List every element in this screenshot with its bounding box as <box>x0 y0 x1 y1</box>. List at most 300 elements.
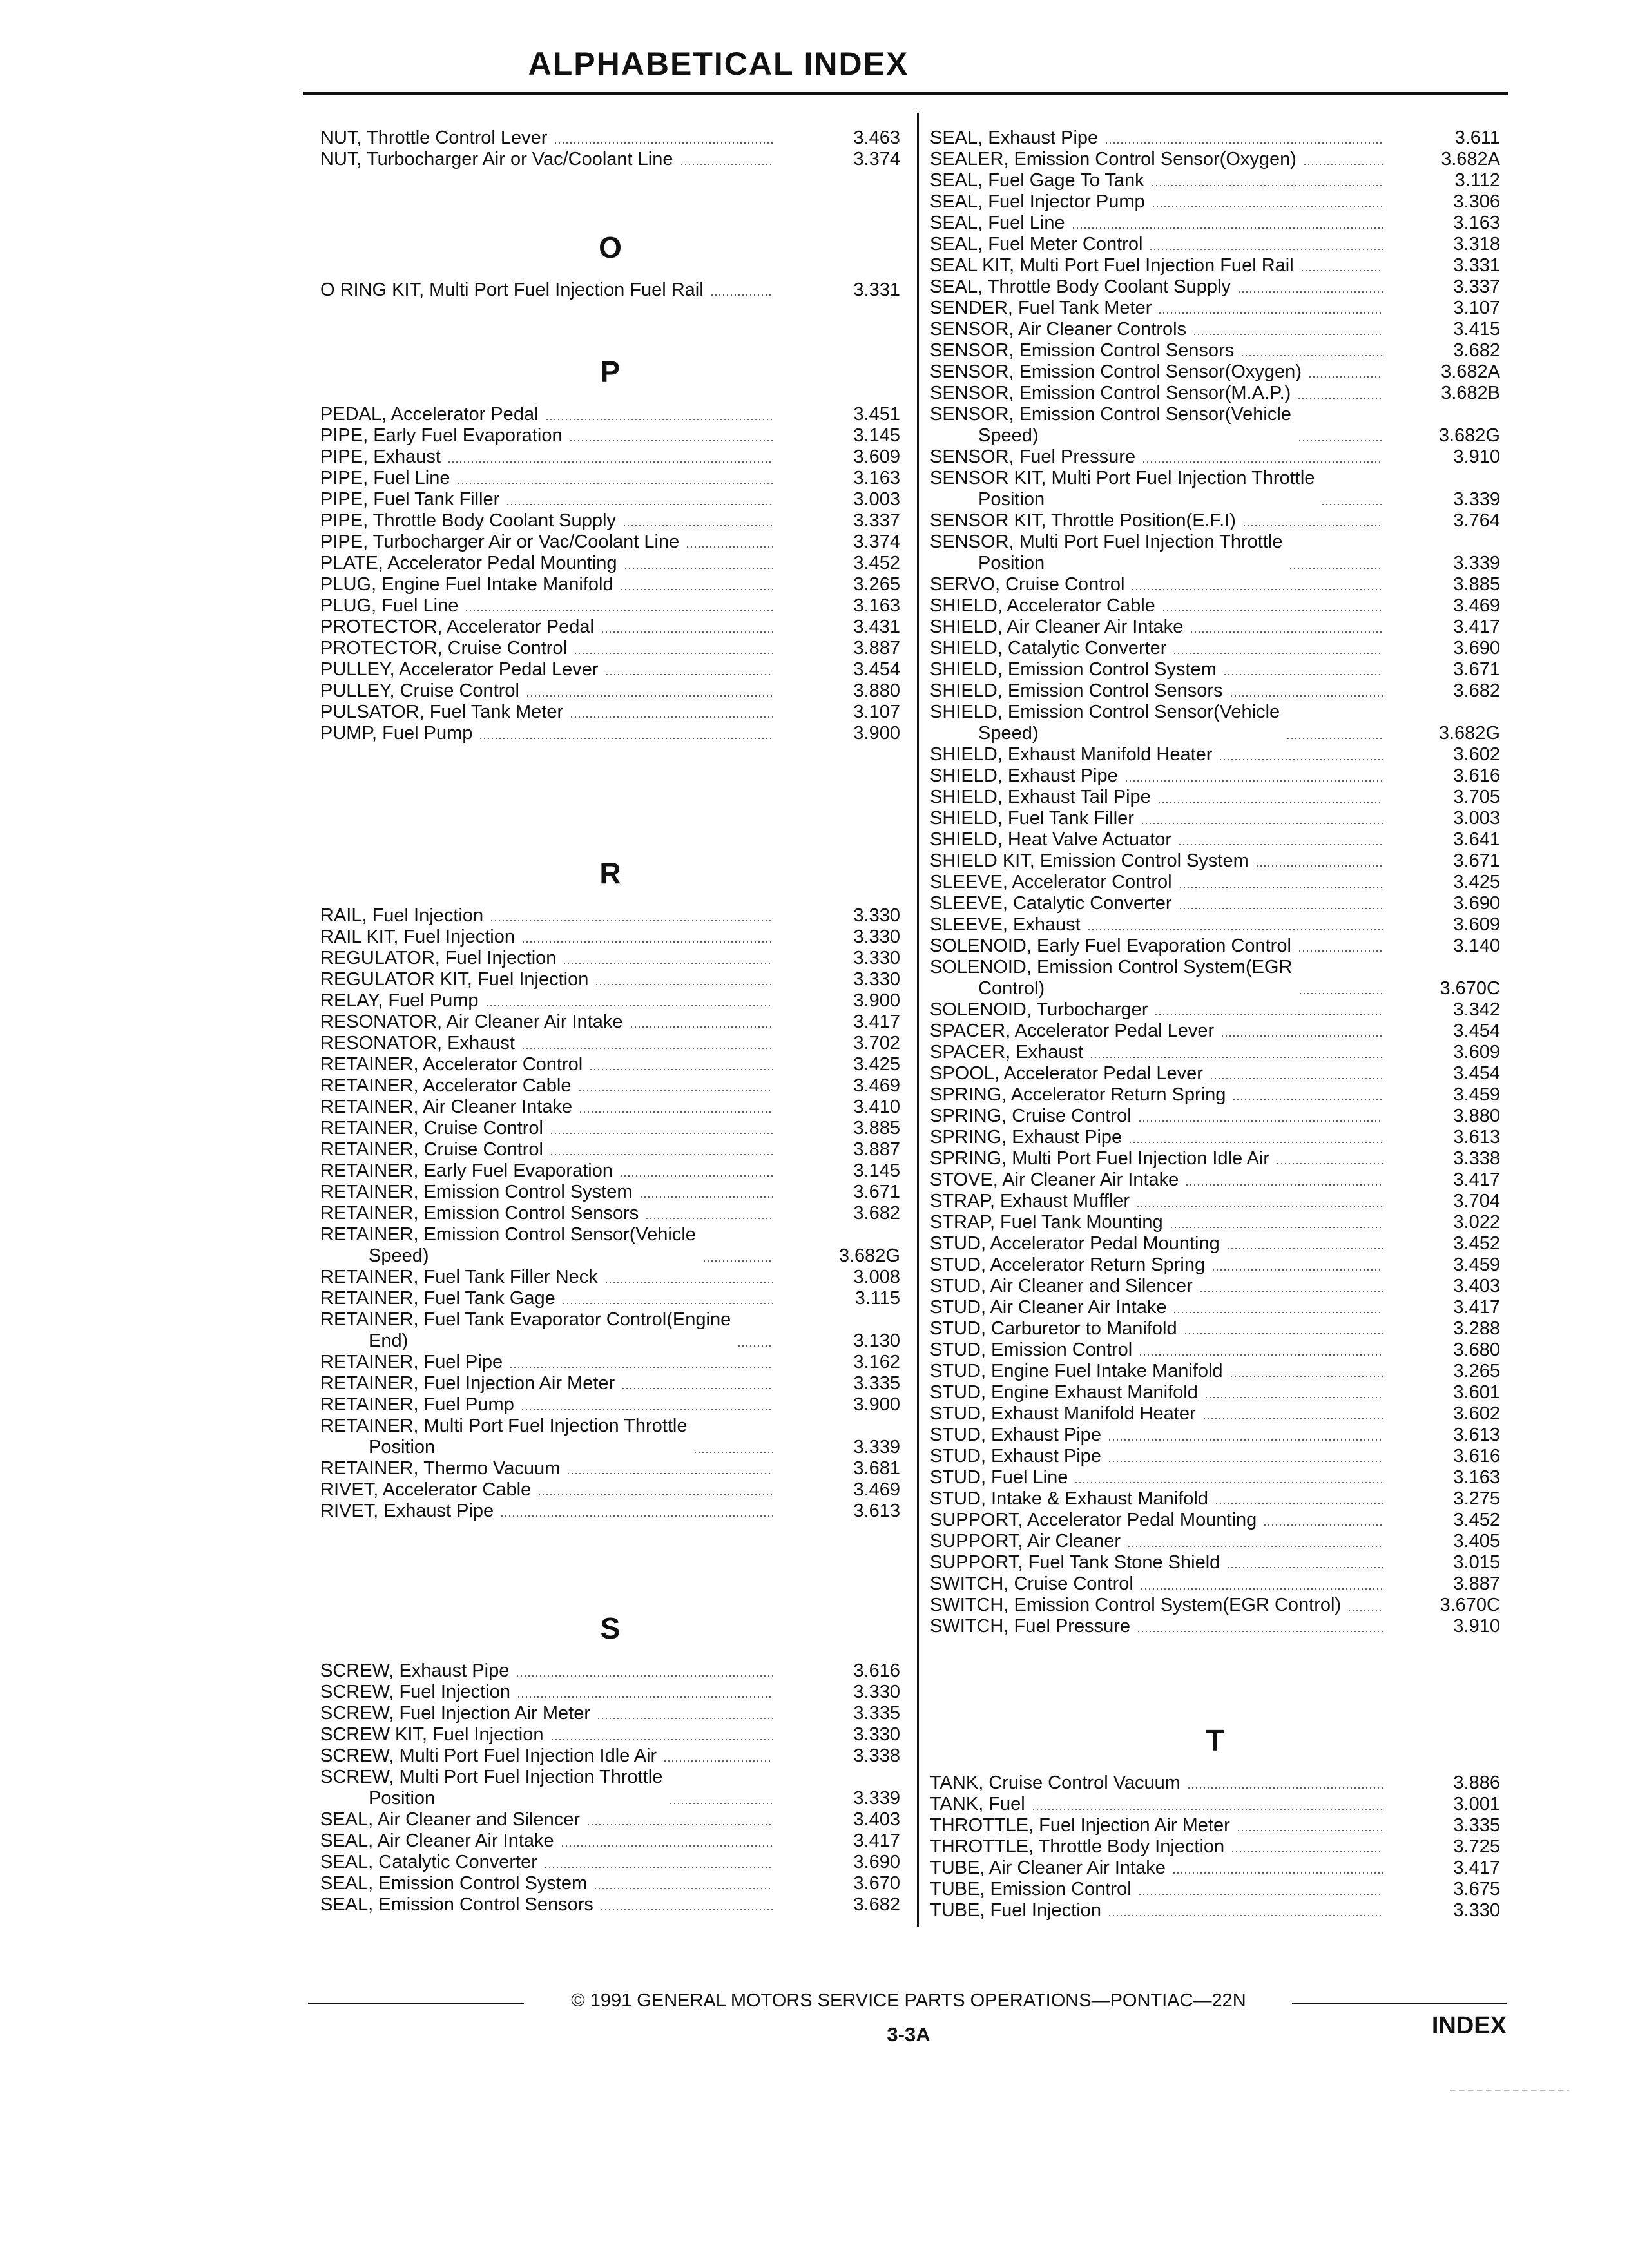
dot-leader <box>1138 1894 1383 1895</box>
index-entry <box>320 1394 900 1416</box>
index-entry <box>320 1745 900 1767</box>
dot-leader <box>544 1867 773 1868</box>
entry-text <box>930 1794 1025 1815</box>
entry-page-number: 3.288 <box>1453 1318 1500 1339</box>
dot-leader <box>1173 1312 1383 1313</box>
entry-text-line: SEAL, Emission Control System <box>320 1873 588 1894</box>
index-section <box>320 1522 900 1916</box>
index-entry <box>320 1139 900 1160</box>
entry-text-line: SWITCH, Emission Control System(EGR Control) <box>930 1595 1342 1615</box>
dot-leader <box>1242 525 1383 526</box>
index-column-left <box>320 128 900 1916</box>
entry-page-number: 3.601 <box>1453 1382 1500 1403</box>
index-entry <box>930 1212 1500 1233</box>
entry-text-line: SHIELD, Air Cleaner Air Intake <box>930 617 1184 637</box>
index-entry <box>930 510 1500 532</box>
entry-page-number: 3.330 <box>853 927 900 947</box>
entry-text <box>320 1724 544 1745</box>
dot-leader <box>509 1367 773 1368</box>
dot-leader <box>1347 1610 1383 1611</box>
dot-leader <box>1237 1830 1383 1831</box>
dot-leader <box>693 1452 773 1453</box>
dot-leader <box>1255 865 1383 867</box>
entry-text <box>930 1021 1214 1042</box>
dot-leader <box>645 1218 773 1219</box>
section-letter: R <box>599 856 621 890</box>
index-entry <box>930 1233 1500 1254</box>
index-entry <box>320 1267 900 1288</box>
dot-leader <box>561 1845 773 1847</box>
dot-leader <box>537 1494 773 1495</box>
entry-page-number: 3.681 <box>853 1458 900 1479</box>
entry-text <box>930 808 1134 829</box>
entry-text <box>320 128 547 149</box>
index-entry <box>930 1297 1500 1318</box>
entry-page-number: 3.331 <box>853 280 900 300</box>
entry-text-line: TANK, Fuel <box>930 1794 1025 1814</box>
entry-text-line: SCREW KIT, Fuel Injection <box>320 1724 544 1745</box>
entry-text-line: SHIELD, Emission Control Sensors <box>930 680 1223 701</box>
entry-text-line: SLEEVE, Exhaust <box>930 914 1081 935</box>
dot-leader <box>517 1696 773 1698</box>
dot-leader <box>521 1048 773 1049</box>
entry-page-number: 3.690 <box>853 1852 900 1872</box>
entry-text-line: SUPPORT, Accelerator Pedal Mounting <box>930 1510 1257 1530</box>
dot-leader <box>601 631 773 633</box>
entry-text <box>930 1773 1181 1794</box>
index-entry <box>320 1724 900 1745</box>
dot-leader <box>1321 504 1383 505</box>
entry-page-number: 3.338 <box>853 1745 900 1766</box>
entry-text-line: PLUG, Fuel Line <box>320 595 459 616</box>
entry-page-number: 3.003 <box>853 489 900 510</box>
entry-page-number: 3.130 <box>853 1331 900 1351</box>
dot-leader <box>1172 1872 1383 1874</box>
dot-leader <box>1138 1120 1383 1122</box>
entry-text <box>320 1703 590 1724</box>
entry-text-continuation: Position <box>369 1788 436 1809</box>
entry-text-line: PULSATOR, Fuel Tank Meter <box>320 702 564 722</box>
entry-page-number: 3.417 <box>853 1012 900 1032</box>
dot-leader <box>1300 270 1383 271</box>
section-letter: T <box>1206 1724 1224 1757</box>
entry-text-line: RETAINER, Multi Port Fuel Injection Throttle <box>320 1416 688 1436</box>
entry-text <box>320 447 441 468</box>
entry-text-line: TUBE, Emission Control <box>930 1879 1132 1899</box>
dot-leader <box>1127 1546 1383 1547</box>
dot-leader <box>554 142 773 144</box>
dot-leader <box>1297 398 1383 399</box>
entry-page-number: 3.682G <box>1438 723 1500 744</box>
entry-page-number: 3.680 <box>1453 1340 1500 1360</box>
entry-page-number: 3.003 <box>1453 808 1500 829</box>
entry-page-number: 3.670C <box>1440 978 1500 999</box>
entry-text-line: RELAY, Fuel Pump <box>320 990 479 1011</box>
entry-text-line: SCREW, Multi Port Fuel Injection Throttle <box>320 1767 663 1787</box>
entry-text <box>930 1446 1101 1467</box>
dot-leader <box>578 1090 773 1091</box>
entry-text <box>930 1233 1220 1254</box>
dot-leader <box>521 1409 773 1410</box>
entry-text <box>320 1118 543 1139</box>
entry-text-line: TUBE, Fuel Injection <box>930 1900 1101 1921</box>
entry-page-number: 3.886 <box>1453 1773 1500 1793</box>
dot-leader <box>1032 1809 1383 1810</box>
index-entry <box>930 1900 1500 1921</box>
entry-text-line: PLUG, Engine Fuel Intake Manifold <box>320 574 613 595</box>
entry-page-number: 3.910 <box>1453 447 1500 467</box>
entry-text <box>320 1894 593 1916</box>
dot-leader <box>1131 589 1383 590</box>
index-entry <box>930 574 1500 595</box>
entry-page-number: 3.417 <box>1453 1297 1500 1318</box>
entry-text <box>320 1682 510 1703</box>
entry-text <box>320 1182 633 1203</box>
dot-leader <box>586 1824 773 1825</box>
index-section <box>320 744 900 1522</box>
dot-leader <box>1104 142 1383 144</box>
entry-text <box>930 872 1172 893</box>
entry-text <box>320 1373 615 1394</box>
section-spacer <box>320 170 900 215</box>
entry-page-number: 3.705 <box>1453 787 1500 807</box>
entry-text-line: RETAINER, Accelerator Cable <box>320 1075 572 1096</box>
entry-page-number: 3.900 <box>853 990 900 1011</box>
entry-page-number: 3.454 <box>1453 1021 1500 1041</box>
index-entry <box>930 1773 1500 1794</box>
entry-text <box>930 234 1142 255</box>
dot-leader <box>566 1473 773 1474</box>
entry-text-line: PIPE, Exhaust <box>320 447 441 467</box>
entry-text-line: RETAINER, Air Cleaner Intake <box>320 1097 573 1117</box>
index-entry <box>930 276 1500 298</box>
entry-page-number: 3.690 <box>1453 638 1500 658</box>
entry-text-line: SPACER, Exhaust <box>930 1042 1084 1062</box>
dot-leader <box>1237 291 1383 293</box>
entry-page-number: 3.616 <box>1453 765 1500 786</box>
index-entry <box>930 659 1500 680</box>
entry-text <box>320 1416 687 1458</box>
entry-text <box>930 1042 1083 1063</box>
dot-leader <box>1141 823 1383 824</box>
section-letter: P <box>600 355 621 389</box>
entry-text <box>320 1479 531 1501</box>
entry-page-number: 3.403 <box>1453 1276 1500 1296</box>
dot-leader <box>1263 1524 1383 1526</box>
entry-text <box>930 1169 1179 1191</box>
entry-text <box>320 280 704 301</box>
entry-page-number: 3.140 <box>1453 936 1500 956</box>
dot-leader <box>1240 355 1383 356</box>
entry-text <box>930 1616 1130 1637</box>
index-entry <box>320 1288 900 1309</box>
index-entry <box>930 234 1500 255</box>
entry-text <box>930 914 1081 936</box>
entry-text <box>320 638 567 659</box>
entry-page-number: 3.417 <box>1453 617 1500 637</box>
entry-text <box>320 149 673 170</box>
dot-leader <box>506 504 773 505</box>
entry-page-number: 3.335 <box>1453 1815 1500 1836</box>
entry-text-line: STUD, Air Cleaner Air Intake <box>930 1297 1167 1318</box>
entry-text-line: STUD, Carburetor to Manifold <box>930 1318 1177 1339</box>
entry-text <box>930 1425 1101 1446</box>
entry-text-line: RETAINER, Emission Control Sensors <box>320 1203 639 1224</box>
dot-leader <box>605 674 773 675</box>
entry-text <box>320 1394 514 1416</box>
dot-leader <box>457 483 773 484</box>
entry-text <box>930 1361 1223 1382</box>
index-section <box>930 1637 1500 1921</box>
entry-text <box>930 850 1249 872</box>
entry-text <box>930 999 1148 1021</box>
entry-text <box>930 1815 1230 1836</box>
dot-leader <box>1158 312 1383 314</box>
dot-leader <box>622 525 773 526</box>
entry-text <box>930 744 1212 765</box>
index-entry <box>930 1169 1500 1191</box>
index-section <box>320 128 900 170</box>
index-entry <box>930 999 1500 1021</box>
entry-text-line: PIPE, Fuel Tank Filler <box>320 489 500 510</box>
entry-text <box>930 213 1065 234</box>
entry-text-line: RETAINER, Fuel Injection Air Meter <box>320 1373 615 1394</box>
column-divider <box>917 113 919 1927</box>
entry-text <box>320 723 472 744</box>
entry-page-number: 3.616 <box>853 1660 900 1681</box>
entry-page-number: 3.670C <box>1440 1595 1500 1615</box>
entry-text-line: SHIELD, Exhaust Pipe <box>930 765 1118 786</box>
dot-leader <box>1185 1184 1383 1186</box>
dot-leader <box>1178 844 1383 845</box>
entry-text <box>930 170 1144 191</box>
entry-text-line: SEAL, Exhaust Pipe <box>930 128 1099 148</box>
entry-text-line: STRAP, Fuel Tank Mounting <box>930 1212 1163 1233</box>
entry-page-number: 3.022 <box>1453 1212 1500 1233</box>
entry-text <box>930 1063 1203 1084</box>
entry-text <box>930 638 1166 659</box>
entry-text-line: STUD, Exhaust Pipe <box>930 1425 1101 1445</box>
index-entry <box>930 1510 1500 1531</box>
entry-text <box>930 1318 1177 1340</box>
entry-text-line: SCREW, Fuel Injection Air Meter <box>320 1703 591 1724</box>
entry-text <box>930 383 1291 404</box>
dot-leader <box>1152 206 1383 207</box>
entry-text <box>320 1767 662 1809</box>
entry-page-number: 3.675 <box>1453 1879 1500 1899</box>
index-entry <box>930 1191 1500 1212</box>
dot-leader <box>1162 610 1383 611</box>
entry-page-number: 3.459 <box>1453 1084 1500 1105</box>
index-entry <box>930 404 1500 447</box>
entry-text-line: SENSOR, Emission Control Sensor(M.A.P.) <box>930 383 1291 403</box>
entry-text-line: STRAP, Exhaust Muffler <box>930 1191 1130 1211</box>
entry-text <box>320 532 679 553</box>
entry-text <box>930 1254 1205 1276</box>
index-entry <box>320 1852 900 1873</box>
entry-page-number: 3.335 <box>853 1703 900 1724</box>
index-entry <box>320 1660 900 1682</box>
entry-text-line: RETAINER, Accelerator Control <box>320 1054 583 1075</box>
index-entry <box>320 723 900 744</box>
entry-page-number: 3.330 <box>853 1682 900 1702</box>
index-entry <box>930 744 1500 765</box>
entry-text <box>930 1467 1068 1488</box>
index-entry <box>320 1097 900 1118</box>
dot-leader <box>589 1069 773 1070</box>
index-entry <box>930 1616 1500 1637</box>
entry-text-line: STOVE, Air Cleaner Air Intake <box>930 1169 1179 1190</box>
entry-page-number: 3.410 <box>853 1097 900 1117</box>
dot-leader <box>639 1196 773 1198</box>
entry-text-line: SHIELD, Emission Control System <box>930 659 1217 680</box>
index-entry <box>320 905 900 927</box>
entry-text-line: SEAL KIT, Multi Port Fuel Injection Fuel Rail <box>930 255 1294 276</box>
index-entry <box>320 1203 900 1224</box>
entry-text-line: SLEEVE, Catalytic Converter <box>930 893 1172 914</box>
dot-leader <box>619 1175 773 1177</box>
entry-page-number: 3.405 <box>1453 1531 1500 1552</box>
entry-text <box>930 1879 1132 1900</box>
dot-leader <box>479 738 773 739</box>
dot-leader <box>1298 440 1383 441</box>
entry-page-number: 3.613 <box>1453 1425 1500 1445</box>
entry-text <box>320 1033 515 1054</box>
dot-leader <box>1139 1354 1383 1356</box>
dot-leader <box>1149 249 1383 250</box>
index-entry <box>320 510 900 532</box>
index-entry <box>320 638 900 659</box>
entry-text <box>320 1012 623 1033</box>
index-entry <box>930 468 1500 510</box>
entry-page-number: 3.145 <box>853 1160 900 1181</box>
entry-text-line: RETAINER, Early Fuel Evaporation <box>320 1160 613 1181</box>
entry-text <box>320 1852 537 1873</box>
entry-text-line: SEAL, Throttle Body Coolant Supply <box>930 276 1231 297</box>
footer-rule-left <box>308 2003 524 2004</box>
entry-text <box>930 255 1294 276</box>
dot-leader <box>1108 1461 1383 1462</box>
entry-page-number: 3.330 <box>853 1724 900 1745</box>
entry-page-number: 3.335 <box>853 1373 900 1394</box>
entry-page-number: 3.887 <box>853 1139 900 1160</box>
entry-text-line: SEALER, Emission Control Sensor(Oxygen) <box>930 149 1296 169</box>
entry-text <box>930 191 1145 213</box>
dot-leader <box>1179 887 1383 888</box>
index-entry <box>320 617 900 638</box>
entry-text-line: RESONATOR, Air Cleaner Air Intake <box>320 1012 623 1032</box>
index-entry <box>320 404 900 425</box>
entry-text-line: PUMP, Fuel Pump <box>320 723 473 744</box>
entry-page-number: 3.145 <box>853 425 900 446</box>
dot-leader <box>669 1803 773 1804</box>
dot-leader <box>1190 631 1383 633</box>
entry-text <box>320 1097 572 1118</box>
entry-page-number: 3.469 <box>853 1075 900 1096</box>
index-entry <box>930 765 1500 787</box>
entry-page-number: 3.417 <box>1453 1169 1500 1190</box>
entry-text-line: SPRING, Multi Port Fuel Injection Idle Air <box>930 1148 1270 1169</box>
entry-page-number: 3.338 <box>1453 1148 1500 1169</box>
entry-page-number: 3.682 <box>853 1203 900 1224</box>
dot-leader <box>1202 1418 1383 1419</box>
footer-page-number: 3-3A <box>887 2023 930 2046</box>
entry-page-number: 3.403 <box>853 1809 900 1830</box>
index-entry <box>320 1682 900 1703</box>
entry-text-line: PLATE, Accelerator Pedal Mounting <box>320 553 617 573</box>
entry-text-line: SENSOR KIT, Multi Port Fuel Injection Throttle <box>930 468 1315 488</box>
entry-page-number: 3.337 <box>853 510 900 531</box>
index-entry <box>930 361 1500 383</box>
entry-text-line: SEAL, Fuel Gage To Tank <box>930 170 1144 191</box>
index-entry <box>930 595 1500 617</box>
entry-text <box>930 787 1151 808</box>
entry-text-line: STUD, Engine Fuel Intake Manifold <box>930 1361 1223 1381</box>
entry-page-number: 3.318 <box>1453 234 1500 255</box>
index-entry <box>930 1573 1500 1595</box>
entry-page-number: 3.682B <box>1441 383 1500 403</box>
index-entry <box>930 1276 1500 1297</box>
entry-text-line: PIPE, Fuel Line <box>320 468 450 488</box>
entry-page-number: 3.337 <box>1453 276 1500 297</box>
index-column-right <box>930 128 1500 1921</box>
dot-leader <box>1308 376 1383 378</box>
index-entry <box>320 927 900 948</box>
index-entry <box>930 914 1500 936</box>
entry-page-number: 3.682 <box>1453 680 1500 701</box>
entry-text-continuation: Control) <box>978 978 1045 999</box>
entry-text <box>320 948 556 969</box>
entry-text <box>320 510 616 532</box>
entry-text-line: SEAL, Fuel Injector Pump <box>930 191 1145 212</box>
entry-page-number: 3.339 <box>853 1788 900 1809</box>
section-spacer <box>320 301 900 340</box>
entry-text <box>930 447 1135 468</box>
dot-leader <box>447 461 773 463</box>
entry-page-number: 3.885 <box>853 1118 900 1139</box>
entry-page-number: 3.330 <box>853 948 900 968</box>
index-entry <box>320 1831 900 1852</box>
index-entry <box>320 1182 900 1203</box>
entry-text-line: REGULATOR, Fuel Injection <box>320 948 557 968</box>
index-entry <box>320 1012 900 1033</box>
entry-page-number: 3.107 <box>853 702 900 722</box>
entry-text-line: RETAINER, Emission Control Sensor(Vehicle <box>320 1224 696 1245</box>
entry-page-number: 3.330 <box>853 905 900 926</box>
entry-page-number: 3.900 <box>853 1394 900 1415</box>
index-entry <box>930 936 1500 957</box>
entry-text <box>930 702 1280 744</box>
entry-text-line: STUD, Exhaust Manifold Heater <box>930 1403 1196 1424</box>
entry-text <box>930 361 1302 383</box>
section-letter: S <box>600 1611 621 1645</box>
entry-text-line: PULLEY, Accelerator Pedal Lever <box>320 659 599 680</box>
index-entry <box>320 1160 900 1182</box>
entry-text <box>930 936 1291 957</box>
index-section <box>930 128 1500 1637</box>
index-entry <box>930 617 1500 638</box>
dot-leader <box>1232 1099 1383 1100</box>
index-entry <box>930 1595 1500 1616</box>
index-entry <box>320 1054 900 1075</box>
index-entry <box>930 170 1500 191</box>
dot-leader <box>550 1739 773 1740</box>
entry-text-line: RETAINER, Cruise Control <box>320 1118 543 1139</box>
index-entry <box>320 1309 900 1352</box>
entry-text <box>320 659 599 680</box>
footer-section-label: INDEX <box>1431 2012 1507 2039</box>
entry-text-line: SPOOL, Accelerator Pedal Lever <box>930 1063 1203 1084</box>
